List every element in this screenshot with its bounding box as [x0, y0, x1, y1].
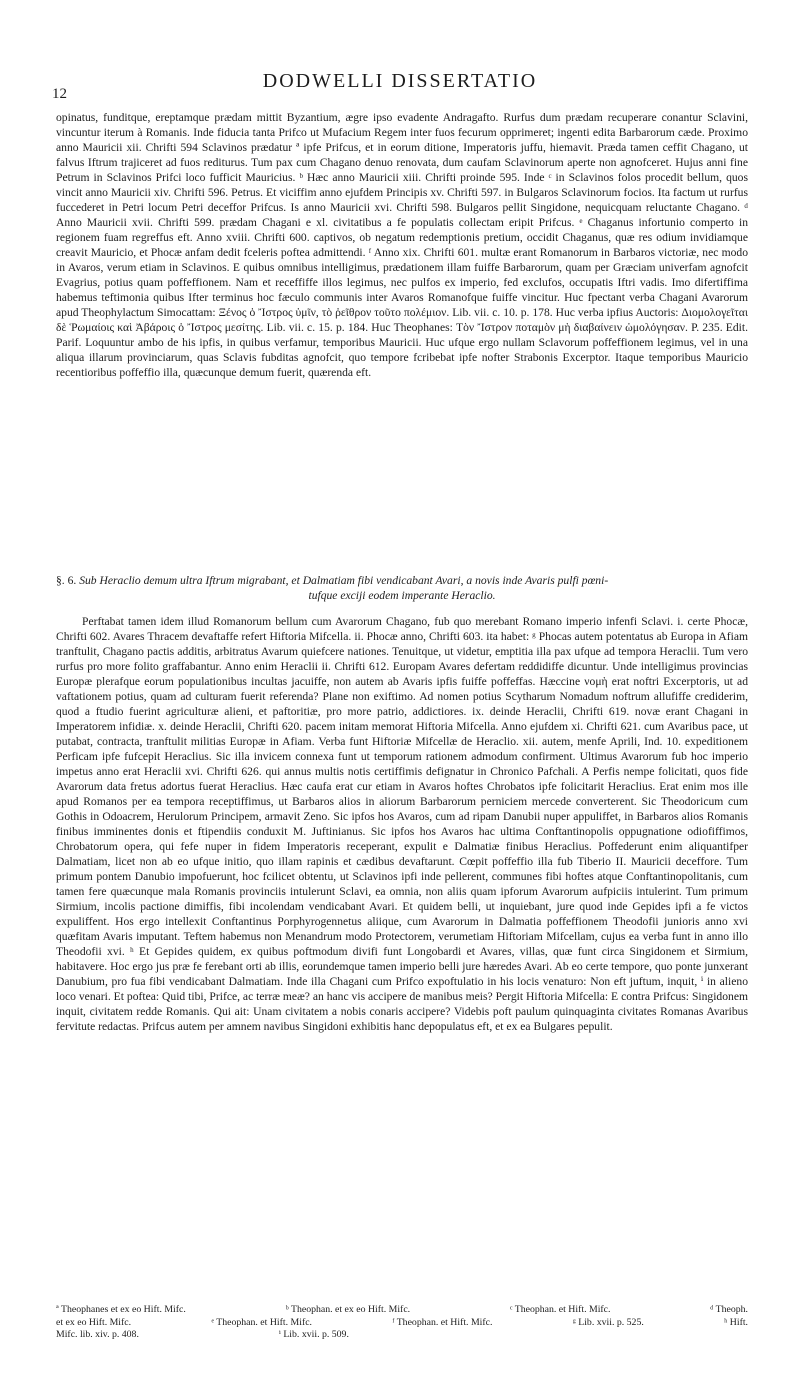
running-title: DODWELLI DISSERTATIO	[262, 70, 538, 92]
footnote-b: ᵇ Theophan. et ex eo Hift. Mifc.	[285, 1304, 411, 1315]
section-heading	[56, 573, 748, 603]
page-number: 12	[52, 86, 67, 102]
footnote-row-3	[56, 1329, 748, 1342]
footnote-i: ⁱ Lib. xvii. p. 509.	[278, 1329, 349, 1340]
footnote-row-1	[56, 1304, 748, 1317]
footnote-h: ʰ Hift.	[724, 1316, 748, 1328]
footnote-d: ᵈ Theoph.	[710, 1304, 748, 1315]
section-title-continuation: tufque exciji eodem imperante Heraclio.	[308, 589, 496, 602]
footnote-e: ᵉ Theophan. et Hift. Mifc.	[211, 1316, 313, 1328]
footnote-g: ᵍ Lib. xvii. p. 525.	[572, 1316, 644, 1328]
body-paragraph-1: opinatus, funditque, ereptamque prædam mittit Byzantium, ægre ipso evadente Andragafto. Rurfus dum prædam recuperare conantur Sclavini, vincuntur iterum à Romanis. Inde fiducia tanta Prifco ut Mufacium Regem inter fuos fecurum opprimeret; ingenti edita Barbarorum cæde. Proximo anno Mauricii xii. Chrifti 594 Sclavinos prædatur ª ipfe Prifcus, et in eorum ditione, Imperatoris juffu, hiemavit. Præda tamen ceffit Chagano, ut falvus Iftrum trajiceret ad fuos rediturus. Tum pax cum Chagano denuo renovata, dum caufam Sclavinorum aperte non agnofceret. Hujus anni fine Petrum in Sclavinos Prifci loco fufficit Mauricius. ᵇ Hæc anno Mauricii xiii. Chrifti proinde 595. Inde ᶜ in Sclavinos folos procedit bellum, quos vincit anno Mauricii xiv. Chrifti 596. Petrus. Et viciffim anno ejufdem Principis xv. Chrifti 597. in Bulgaros Sclavinorum focios. Ita factum ut rurfus fuccederet in Petri locum Petri deceffor Prifcus. Is anno Mauricii xvi. Chrifti 598. Bulgaros pellit Singidone, nequicquam reluctante Chagano. ᵈ Anno Mauricii xvii. Chrifti 599. prædam Chagani e xl. civitatibus a fe populatis collectam eripit Prifcus. ᵉ Chaganus infortunio comperto in regionem fuam regreffus eft. Anno xviii. Chrifti 600. captivos, ob negatum redemptionis pretium, occidit Chaganus, quæ res odium invidiamque creavit Mauricio, et Phocæ anfam dedit fceleris poftea admittendi. ᶠ Anno xix. Chrifti 601. multæ erant Romanorum in Barbaros victoriæ, nec modo in Avaros, verum etiam in Sclavinos. E quibus omnibus intelligimus, prædationem illam fuiffe Barbarorum, quam per Græciam univerfam agnofcit Evagrius, potius quam poffeffionem. Nam et receffiffe illos legimus, nec pulfos ex imperio, fed exclufos, occupatis Iftri vadis. Imo difertiffima habemus teftimonia quibus Ifter terminus hoc fæculo communis inter Avaros Romanofque fuiffe vincitur. Huc fpectant verba Chagani Avarorum apud Theophylactum Simocattam: Ξένος ὁ Ἴστρος ὑμῖν, τὸ ῥεῖθρον τοῦτο πολέμιον. Lib. vii. c. 10. p. 178. Huc verba ipfius Auctoris: Διομολογεῖται δὲ Ῥωμαίοις καὶ Ἀβάροις ὁ Ἴστρος μεσίτης. Lib. vii. c. 15. p. 184. Huc Theophanes: Τὸν Ἴστρον ποταμὸν μὴ διαβαίνειν ὡμολόγησαν. P. 235. Edit. Parif. Loquuntur ambo de his ipfis, in quibus verfamur, temporibus Mauricii. Huc ufque ergo nullam Sclavorum poffeffionem legimus, vel in una aliqua illarum provinciarum, quas Sclavis fubditas agnofcit, quo tempore fcribebat ipfe nofter Strabonis Excerptor. Itaque temporibus Mauricio recentioribus poffeffio illa, quæcunque demum fuerit, quærenda eft.	[56, 111, 748, 379]
footnote-a: ª Theophanes et ex eo Hift. Mifc.	[56, 1304, 186, 1315]
body-paragraph-2: Perftabat tamen idem illud Romanorum bellum cum Avarorum Chagano, fub quo merebant Romano imperio infenfi Sclavi. i. certe Phocæ, Chrifti 602. Avares Thracem devaftaffe refert Hiftoria Mifcella. ii. Phocæ anno, Chrifti 603. ita habet: ᵍ Phocas autem potentatus ab Europa in Afiam tranftulit, Chagano pactis additis, arbitratus Avarum quiefcere nationes. Tenuitque, ut videtur, emptitia illa pax ufque ad tempora Heraclii. Tum vero rurfus pro more folito graffabantur. Anno enim Heraclii ii. Chrifti 612. Europam Avares defertam reddidiffe dicuntur. Unde intelligimus provincias Europæ plerafque eorum populationibus incultas jacuiffe, non autem ab Avaris ipfis fuiffe poffeffas. Hæccine νομὴ erat noftri Excerptoris, ut ad vaftationem potius, quam ad culturam fuerit referenda? Plane non exiftimo. Ad nomen potius Scytharum Nomadum noftrum allufiffe crediderim, quod a ftudio fuerint agriculturæ alieni, et paftoritiæ, pro more patrio, addictiores. ix. deinde Heraclii, Chrifti 619. novæ erant Chagani in Imperatorem infidiæ. x. deinde Heraclii, Chrifti 620. pacem initam memorat Hiftoria Mifcella. Anno ejufdem xi. Chrifti 621. cum Avaribus pace, ut putabat, contracta, tranftulit militias Europæ in Afiam. Verba funt Hiftoriæ Mifcellæ de Heraclio. xii. autem, menfe Aprili, Ind. 10. expeditionem Perficam ipfe fufcepit Heraclius. Sic illa invicem connexa funt ut temporum rationem admodum confirment. Ultimus Avarorum fub hoc imperio impetus anno erat Heraclii xvi. Chrifti 626. qui annus multis notis certiffimis defignatur in Chronico Pafchali. A Perfis nempe folicitati, quos fide Avarorum data fretus adortus fuerat Heraclius. Hæc caufa erat cur etiam in Avaros hoftes Chrobatos ipfe folicitarit Heraclius. Erat enim mos ille apud Romanos per ea tempora receptiffimus, ut Barbaros alios in aliorum Barbarorum perniciem mercede converterent. Sic Theodoricum cum Gothis in Odoacrem, Herulorum Principem, armavit Zeno. Sic ipfos hos Avaros, cum ad ripam Danubii nuper appuliffet, in Barbaros alios Romanis finibus imminentes donis et ftipendiis conduxit M. Juftinianus. Sic ipfos hos Avaros hac ultima Conftantinopolis oppugnatione odiofiffimos, Chrobatorum opera, qui fefe nuper in fidem Imperatoris receperant, expulit e Dalmatiæ finibus Heraclius. Poffederunt enim aliquantifper Dalmatiam, licet non ab eo ufque initio, quo illam rapinis et cædibus devaftarunt. Cœpit poffeffio illa fub Tiberio II. Mauricii deceffore. Tum primum pontem Danubio impofuerunt, hoc fcilicet obtentu, ut Sclavinos ipfi inde pellerent, communes fibi hoftes atque Conftantinopolitanis, cum tamen fere quæcunque mala Romanis provinciis intulerunt Sclavi, ea omnia, non aliis quam ipforum Avarorum aufpiciis intulerint. Tum primum Sirmium, incolis pactione dimiffis, fibi incolendam vendicabant Avari. Et quidem belli, ut inquiebant, jure quod inde Gepides ipfi a fe victos expuliffent. Hos ergo intellexit Conftantinus Porphyrogennetus aliique, cum Avarorum in Dalmatia poffeffionem Theodofii junioris anno xvi quæfitam Avaris imputant. Teftem habemus non Menandrum modo Protectorem, verumetiam Hiftoriam Mifcellam, cujus ea verba funt in anno illo Theodofii xvi. ʰ Et Gepides quidem, ex quibus poftmodum divifi funt Longobardi et Avares, villas, quæ funt circa Singidonem et Sirmium, habitavere. Hoc ergo jus præ fe ferebant orti ab illis, eorundemque tamen imperio belli jure hæredes Avari. Ab eo certe tempore, quo ponte junxerant Danubium, pro fua fibi vendicabant Dalmatiam. Inde illa Chagani cum Prifco expoftulatio in his locis venaturo: Non eft juftum, inquit, ⁱ in alieno loco venari. Et poftea: Quid tibi, Prifce, ac terræ meæ? an hanc vis accipere de manibus meis? Pergit Hiftoria Mifcella: E contra Prifcus: Singidonem inquit, civitatem redde Romanis. Qui ait: Unam civitatem a nobis conaris accipere? Videbis poft paulum quinquaginta civitates Romanas Avaribus fervitute redactas. Prifcus autem per amnem navibus Singidoni exhibitis hanc depopulatus eft, et ex ea Bulgares pepulit.	[56, 615, 748, 1033]
footnote-row-2	[56, 1317, 748, 1330]
footnotes	[56, 1304, 748, 1342]
footnote-c: ᶜ Theophan. et Hift. Mifc.	[509, 1304, 611, 1315]
section-title: Sub Heraclio demum ultra Iftrum migrabant, et Dalmatiam fibi vendicabant Avari, a novis inde Avaris pulfi pœni-	[79, 574, 609, 587]
footnote-a-cont: et ex eo Hift. Mifc.	[56, 1316, 132, 1328]
section-number: §. 6.	[56, 574, 77, 587]
footnote-h-cont: Mifc. lib. xiv. p. 408.	[56, 1329, 139, 1340]
footnote-f: ᶠ Theophan. et Hift. Mifc.	[392, 1316, 493, 1328]
